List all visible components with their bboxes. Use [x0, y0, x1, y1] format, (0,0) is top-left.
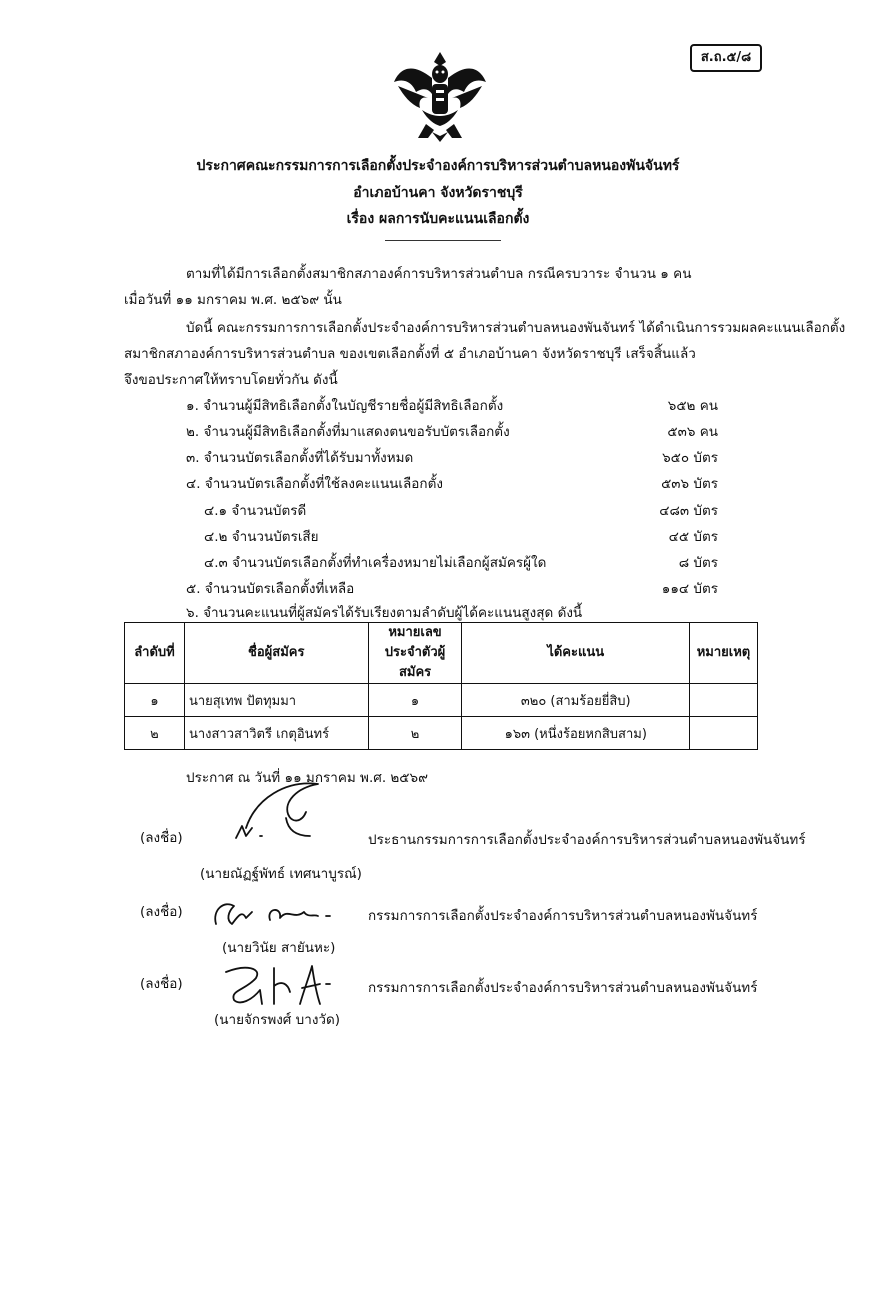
signer-position: ประธานกรรมการการเลือกตั้งประจำองค์การบริหารส่วนตำบลหนองพันจันทร์	[368, 832, 806, 848]
item-value: ๕๓๖ บัตร	[661, 476, 718, 492]
signer-name: (นายจักรพงศ์ บางวัด)	[214, 1012, 341, 1028]
item-value: ๖๕๐ บัตร	[662, 450, 718, 466]
intro-p1-line2: เมื่อวันที่ ๑๑ มกราคม พ.ศ. ๒๕๖๙ นั้น	[124, 292, 342, 308]
item-label: ๑. จำนวนผู้มีสิทธิเลือกตั้งในบัญชีรายชื่อผู้มีสิทธิเลือกตั้ง	[186, 398, 504, 414]
sign-label: (ลงชื่อ)	[140, 904, 183, 920]
cell-score: ๑๖๓ (หนึ่งร้อยหกสิบสาม)	[462, 717, 690, 750]
item-label: ๔. จำนวนบัตรเลือกตั้งที่ใช้ลงคะแนนเลือกตั้ง	[186, 476, 443, 492]
table-row	[125, 717, 758, 750]
item-value: ๖๕๒ คน	[667, 398, 718, 414]
intro-p1-line1: ตามที่ได้มีการเลือกตั้งสมาชิกสภาองค์การบริหารส่วนตำบล กรณีครบวาระ จำนวน ๑ คน	[186, 266, 692, 282]
heading-rule	[385, 240, 501, 241]
header-number-line2: ประจำตัวผู้สมัคร	[384, 645, 446, 680]
item-value: ๑๑๔ บัตร	[661, 581, 718, 597]
heading-line-1: ประกาศคณะกรรมการการเลือกตั้งประจำองค์การบริหารส่วนตำบลหนองพันจันทร์	[196, 158, 680, 174]
form-code-box: ส.ถ.๕/๘	[690, 44, 762, 72]
header-number	[368, 623, 462, 684]
header-order: ลำดับที่	[125, 623, 185, 684]
cell-order: ๒	[125, 717, 185, 750]
item-value: ๘ บัตร	[678, 555, 718, 571]
garuda-emblem-icon	[392, 48, 488, 146]
signature-1-icon	[226, 778, 336, 848]
header-note: หมายเหตุ	[689, 623, 757, 684]
heading-line-3: เรื่อง ผลการนับคะแนนเลือกตั้ง	[346, 211, 530, 227]
cell-score: ๓๒๐ (สามร้อยยี่สิบ)	[462, 684, 690, 717]
results-table	[124, 622, 758, 750]
table-row	[125, 684, 758, 717]
item-label: ๕. จำนวนบัตรเลือกตั้งที่เหลือ	[186, 581, 355, 597]
header-score: ได้คะแนน	[462, 623, 690, 684]
cell-number: ๒	[368, 717, 462, 750]
announce-date: ประกาศ ณ วันที่ ๑๑ มกราคม พ.ศ. ๒๕๖๙	[186, 770, 428, 786]
sign-label: (ลงชื่อ)	[140, 830, 183, 846]
cell-name: นายสุเทพ ปัตทุมมา	[184, 684, 368, 717]
item-value: ๕๓๖ คน	[667, 424, 718, 440]
signer-position: กรรมการการเลือกตั้งประจำองค์การบริหารส่วนตำบลหนองพันจันทร์	[368, 980, 758, 996]
item-label: ๓. จำนวนบัตรเลือกตั้งที่ได้รับมาทั้งหมด	[186, 450, 414, 466]
item-label: ๒. จำนวนผู้มีสิทธิเลือกตั้งที่มาแสดงตนขอรับบัตรเลือกตั้ง	[186, 424, 510, 440]
header-name: ชื่อผู้สมัคร	[184, 623, 368, 684]
signer-position: กรรมการการเลือกตั้งประจำองค์การบริหารส่วนตำบลหนองพันจันทร์	[368, 908, 758, 924]
header-number-line1: หมายเลข	[388, 625, 442, 640]
cell-note	[689, 684, 757, 717]
cell-name: นางสาวสาวิตรี เกตุอินทร์	[184, 717, 368, 750]
cell-note	[689, 717, 757, 750]
signer-name: (นายณัฏฐ์พัทธ์ เทศนาบูรณ์)	[200, 866, 362, 882]
intro-p2-line1: บัดนี้ คณะกรรมการการเลือกตั้งประจำองค์การบริหารส่วนตำบลหนองพันจันทร์ ได้ดำเนินการรวมผลคะแนนเลือกตั้ง	[186, 320, 846, 336]
sign-label: (ลงชื่อ)	[140, 976, 183, 992]
item-6-label: ๖. จำนวนคะแนนที่ผู้สมัครได้รับเรียงตามลำดับผู้ได้คะแนนสูงสุด ดังนี้	[186, 605, 583, 621]
cell-order: ๑	[125, 684, 185, 717]
signature-3-icon	[216, 960, 336, 1010]
item-label: ๔.๓ จำนวนบัตรเลือกตั้งที่ทำเครื่องหมายไม่เลือกผู้สมัครผู้ใด	[204, 555, 547, 571]
signature-2-icon	[208, 894, 338, 934]
heading-line-2: อำเภอบ้านคา จังหวัดราชบุรี	[353, 185, 523, 201]
intro-p2-line2: สมาชิกสภาองค์การบริหารส่วนตำบล ของเขตเลือกตั้งที่ ๕ อำเภอบ้านคา จังหวัดราชบุรี เสร็จสิ้นแล้ว	[124, 346, 696, 362]
item-value: ๔๕ บัตร	[668, 529, 718, 545]
signer-name: (นายวินัย สายันหะ)	[222, 940, 336, 956]
item-label: ๔.๑ จำนวนบัตรดี	[204, 503, 307, 519]
intro-p2-line3: จึงขอประกาศให้ทราบโดยทั่วกัน ดังนี้	[124, 372, 338, 388]
item-label: ๔.๒ จำนวนบัตรเสีย	[204, 529, 319, 545]
item-value: ๔๘๓ บัตร	[659, 503, 718, 519]
cell-number: ๑	[368, 684, 462, 717]
table-header-row	[125, 623, 758, 684]
